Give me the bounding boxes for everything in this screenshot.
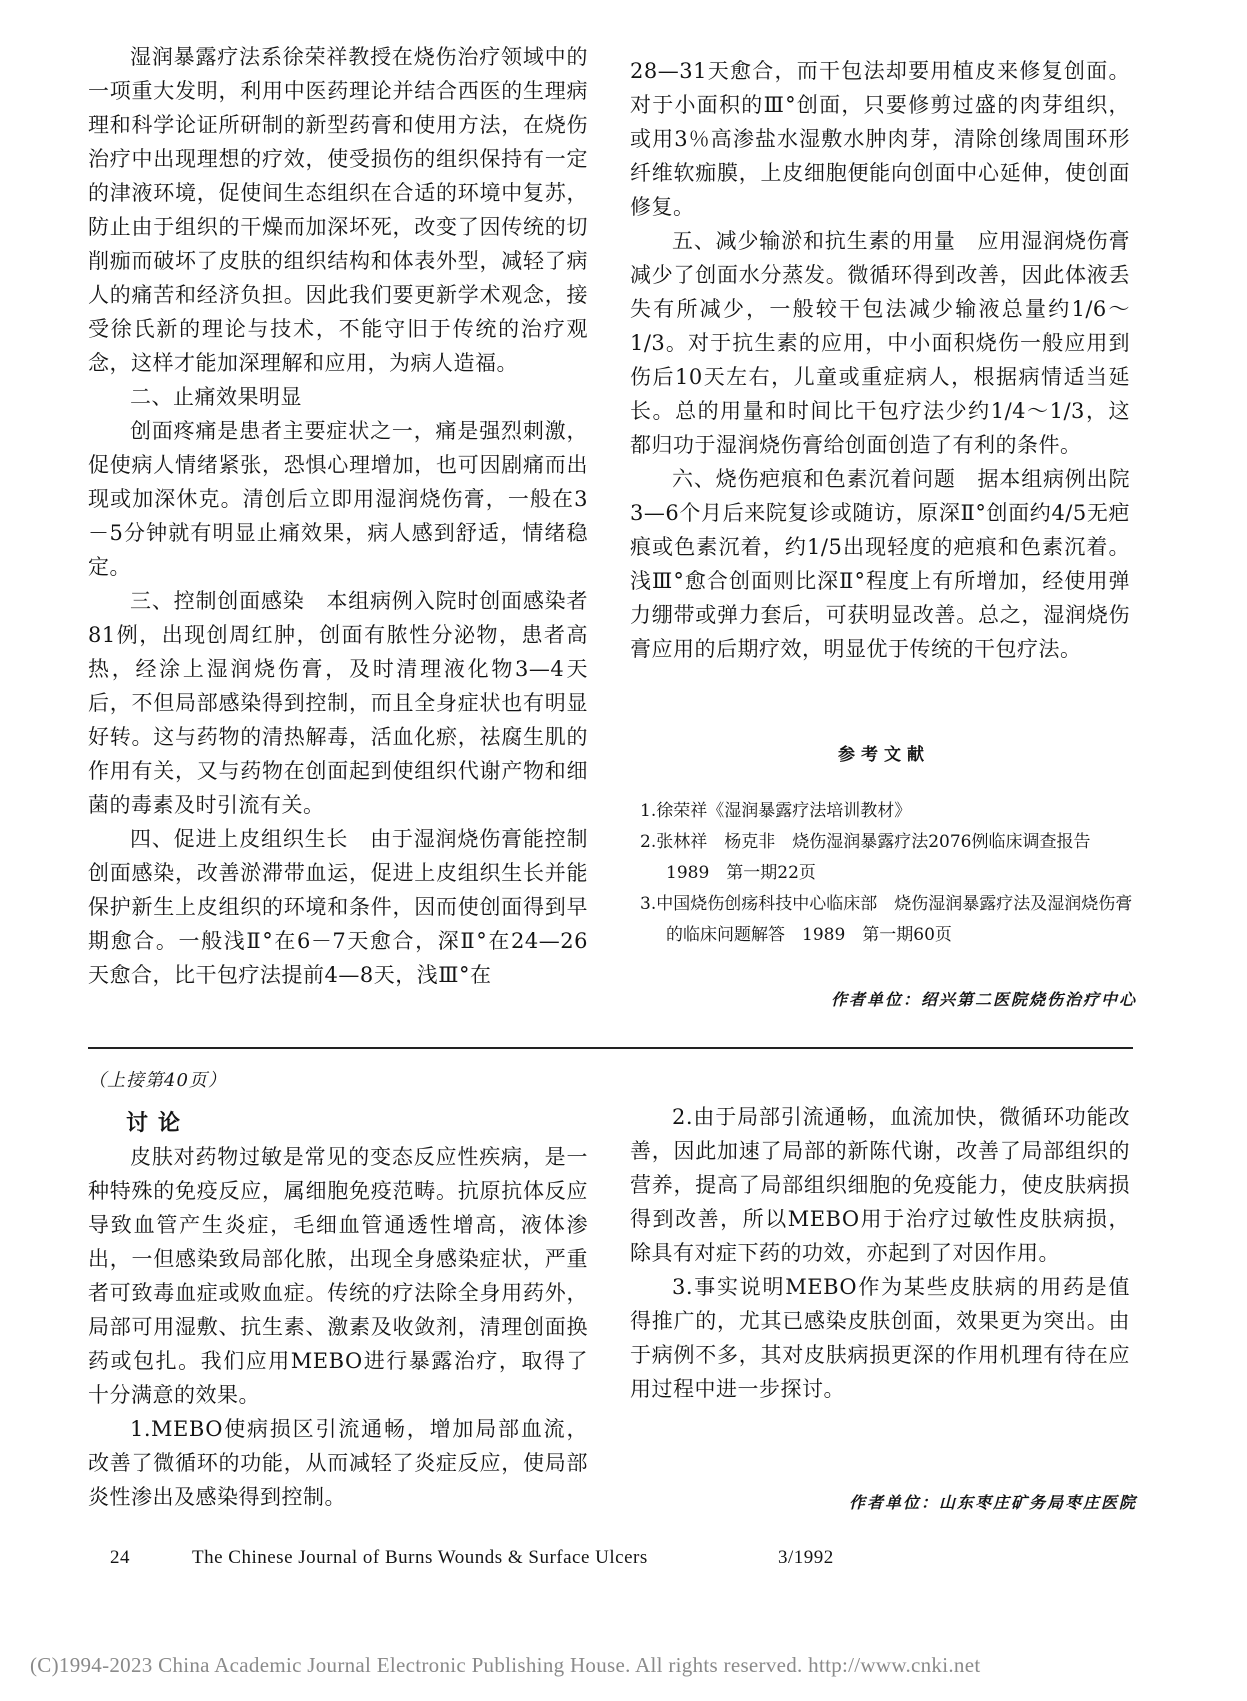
author-affiliation: 作者单位：山东枣庄矿务局枣庄医院 xyxy=(848,1493,1137,1512)
article-column-bottom-right xyxy=(630,1100,1130,1406)
discussion-heading: 讨论 xyxy=(126,1110,191,1136)
body-paragraph: 湿润暴露疗法系徐荣祥教授在烧伤治疗领域中的一项重大发明，利用中医药理论并结合西医的生理病理和科学论证所研制的新型药膏和使用方法，在烧伤治疗中出现理想的疗效，使受损伤的组织保持有一定的津液环境，促使间生态组织在合适的环境中复苏，防止由于组织的干燥而加深坏死，改变了因传统的切削痂而破坏了皮肤的组织结构和体表外型，减轻了病人的痛苦和经济负担。因此我们要更新学术观念，接受徐氏新的理论与技术，不能守旧于传统的治疗观念，这样才能加深理解和应用，为病人造福。 xyxy=(88,45,588,375)
body-paragraph: 四、促进上皮组织生长 由于湿润烧伤膏能控制创面感染，改善淤滞带血运，促进上皮组织生长并能保护新生上皮组织的环境和条件，因而使创面得到早期愈合。一般浅Ⅱ°在6－7天愈合，深Ⅱ°在24—26天愈合，比干包疗法提前4—8天，浅Ⅲ°在 xyxy=(88,827,588,987)
article-divider xyxy=(88,1047,1133,1049)
reference-item: 2.张林祥 杨克非 烧伤湿润暴露疗法2076例临床调查报告 1989 第一期22页 xyxy=(640,832,1108,883)
body-paragraph: 3.事实说明MEBO作为某些皮肤病的用药是值得推广的，尤其已感染皮肤创面，效果更为突出。由于病例不多，其对皮肤病损更深的作用机理有待在应用过程中进一步探讨。 xyxy=(630,1275,1130,1401)
copyright-notice: (C)1994-2023 China Academic Journal Electronic Publishing House. All rights reserved. http://www.cnki.net xyxy=(30,1653,981,1677)
body-paragraph: 五、减少输淤和抗生素的用量 应用湿润烧伤膏减少了创面水分蒸发。微循环得到改善，因此体液丢失有所减少，一般较干包法减少输液总量约1/6～1/3。对于抗生素的应用，中小面积烧伤一般应用到伤后10天左右，儿童或重症病人，根据病情适当延长。总的用量和时间比干包疗法少约1/4～1/3，这都归功于湿润烧伤膏给创面创造了有利的条件。 xyxy=(630,229,1130,457)
body-paragraph: 创面疼痛是患者主要症状之一，痛是强烈刺激，促使病人情绪紧张，恐惧心理增加，也可因剧痛而出现或加深休克。清创后立即用湿润烧伤膏，一般在3－5分钟就有明显止痛效果，病人感到舒适，情绪稳定。 xyxy=(88,419,588,579)
reference-list xyxy=(640,796,1140,951)
body-paragraph: 1.MEBO使病损区引流通畅，增加局部血流，改善了微循环的功能，从而减轻了炎症反应，使局部炎性渗出及感染得到控制。 xyxy=(88,1417,588,1509)
journal-name: The Chinese Journal of Burns Wounds & Surface Ulcers xyxy=(192,1547,648,1568)
continued-from-note: （上接第40页） xyxy=(88,1070,227,1091)
body-paragraph: 皮肤对药物过敏是常见的变态反应性疾病，是一种特殊的免疫反应，属细胞免疫范畴。抗原抗体反应导致血管产生炎症，毛细血管通透性增高，液体渗出，一但感染致局部化脓，出现全身感染症状，严重者可致毒血症或败血症。传统的疗法除全身用药外，局部可用湿敷、抗生素、激素及收敛剂，清理创面换药或包扎。我们应用MEBO进行暴露治疗，取得了十分满意的效果。 xyxy=(88,1145,588,1407)
page-number: 24 xyxy=(110,1547,130,1568)
references-title: 参考文献 xyxy=(838,745,930,765)
author-affiliation: 作者单位：绍兴第二医院烧伤治疗中心 xyxy=(830,990,1137,1009)
section-heading: 二、止痛效果明显 xyxy=(130,385,302,409)
article-column-top-right xyxy=(630,54,1130,666)
body-paragraph: 2.由于局部引流通畅，血流加快，微循环功能改善，因此加速了局部的新陈代谢，改善了局部组织的营养，提高了局部组织细胞的免疫能力，使皮肤病损得到改善，所以MEBO用于治疗过敏性皮肤病损，除具有对症下药的功效，亦起到了对因作用。 xyxy=(630,1105,1130,1265)
body-paragraph: 28—31天愈合，而干包法却要用植皮来修复创面。对于小面积的Ⅲ°创面，只要修剪过盛的肉芽组织，或用3％高渗盐水湿敷水肿肉芽，清除创缘周围环形纤维软痂膜，上皮细胞便能向创面中心延伸，使创面修复。 xyxy=(630,59,1130,219)
article-column-top-left xyxy=(88,40,588,992)
reference-item: 3.中国烧伤创疡科技中心临床部 烧伤湿润暴露疗法及湿润烧伤膏的临床问题解答 1989 第一期60页 xyxy=(640,894,1133,945)
body-paragraph: 六、烧伤疤痕和色素沉着问题 据本组病例出院3—6个月后来院复诊或随访，原深Ⅱ°创面约4/5无疤痕或色素沉着，约1/5出现轻度的疤痕和色素沉着。浅Ⅲ°愈合创面则比深Ⅱ°程度上有所增加，经使用弹力绷带或弹力套后，可获明显改善。总之，湿润烧伤膏应用的后期疗效，明显优于传统的干包疗法。 xyxy=(630,467,1130,661)
body-paragraph: 三、控制创面感染 本组病例入院时创面感染者81例，出现创周红肿，创面有脓性分泌物，患者高热，经涂上湿润烧伤膏，及时清理液化物3—4天后，不但局部感染得到控制，而且全身症状也有明显好转。这与药物的清热解毒，活血化瘀，祛腐生肌的作用有关，又与药物在创面起到使组织代谢产物和细菌的毒素及时引流有关。 xyxy=(88,589,588,817)
reference-item: 1.徐荣祥《湿润暴露疗法培训教材》 xyxy=(640,801,912,821)
issue-number: 3/1992 xyxy=(778,1547,834,1568)
article-column-bottom-left xyxy=(88,1140,588,1514)
